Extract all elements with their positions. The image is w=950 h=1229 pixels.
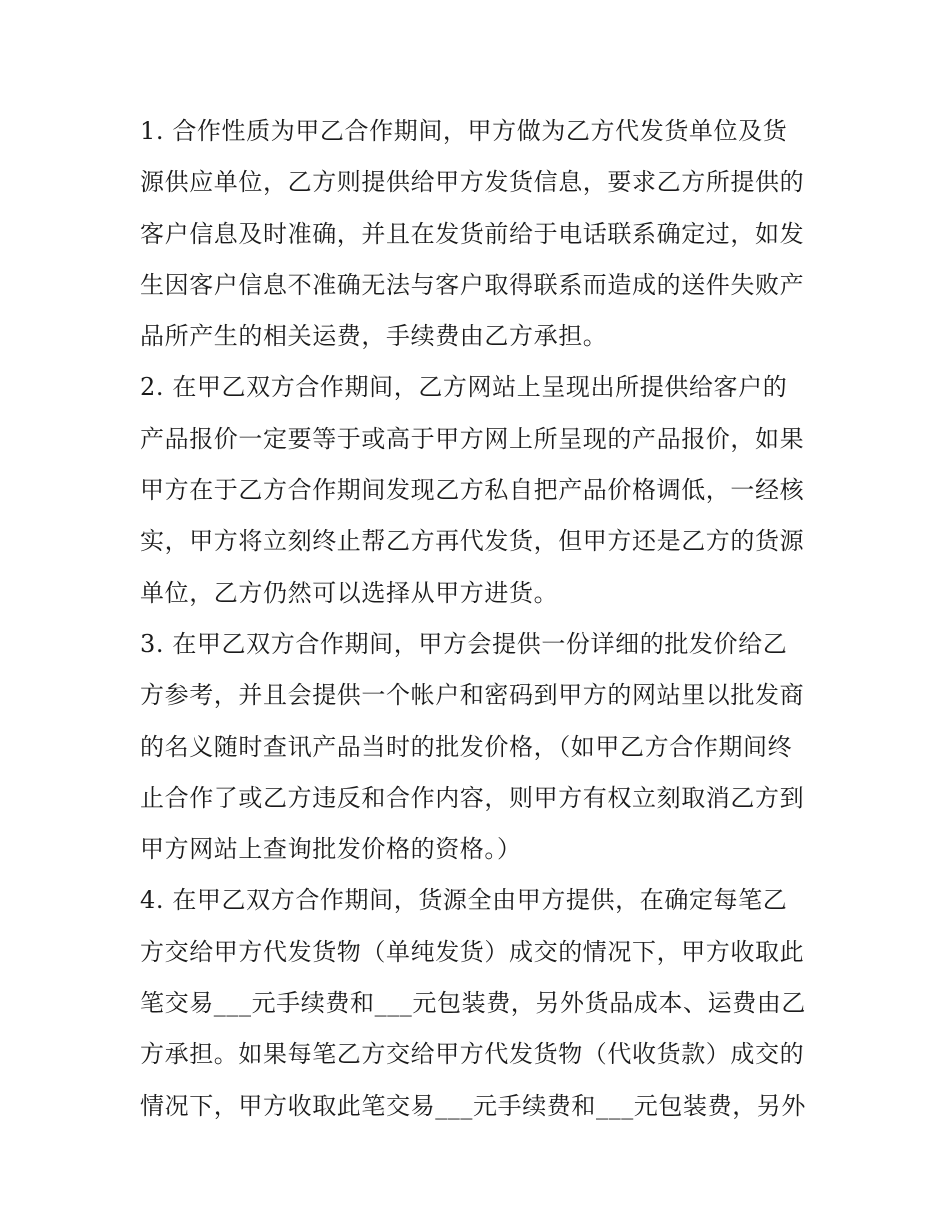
clause-line: 产品报价一定要等于或高于甲方网上所呈现的产品报价，如果 (140, 424, 805, 453)
clause-1 (140, 106, 830, 362)
clause-line: 止合作了或乙方违反和合作内容，则甲方有权立刻取消乙方到 (140, 783, 805, 812)
clause-line: 生因客户信息不准确无法与客户取得联系而造成的送件失败产 (140, 270, 805, 299)
clause-line: 1. 合作性质为甲乙合作期间，甲方做为乙方代发货单位及货 (140, 117, 788, 145)
clause-3 (140, 619, 830, 875)
clause-line: 方参考，并且会提供一个帐户和密码到甲方的网站里以批发商 (140, 681, 805, 710)
clause-line: 方承担。如果每笔乙方交给甲方代发货物（代收货款）成交的 (140, 1040, 805, 1069)
clause-line: 单位，乙方仍然可以选择从甲方进货。 (140, 578, 559, 607)
clause-line: 甲方网站上查询批发价格的资格。） (140, 835, 522, 864)
clause-line: 实，甲方将立刻终止帮乙方再代发货，但甲方还是乙方的货源 (140, 527, 805, 556)
clause-2 (140, 362, 830, 618)
clause-line: 甲方在于乙方合作期间发现乙方私自把产品价格调低，一经核 (140, 476, 805, 505)
document-body (140, 106, 830, 1132)
clause-line: 源供应单位，乙方则提供给甲方发货信息，要求乙方所提供的 (140, 168, 805, 197)
clause-line: 的名义随时查讯产品当时的批发价格，（如甲乙方合作期间终 (140, 732, 793, 761)
clause-line: 2. 在甲乙双方合作期间，乙方网站上呈现出所提供给客户的 (140, 373, 788, 402)
clause-line: 客户信息及时准确，并且在发货前给于电话联系确定过，如发 (140, 219, 805, 248)
clause-line: 4. 在甲乙双方合作期间，货源全由甲方提供，在确定每笔乙 (140, 886, 788, 915)
clause-line: 笔交易___元手续费和___元包装费，另外货品成本、运费由乙 (140, 989, 806, 1018)
clause-line: 情况下，甲方收取此笔交易___元手续费和___元包装费，另外 (140, 1091, 806, 1120)
clause-line: 方交给甲方代发货物（单纯发货）成交的情况下，甲方收取此 (140, 937, 805, 966)
clause-4 (140, 875, 830, 1131)
clause-line: 品所产生的相关运费，手续费由乙方承担。 (140, 322, 608, 351)
clause-line: 3. 在甲乙双方合作期间，甲方会提供一份详细的批发价给乙 (140, 629, 788, 658)
